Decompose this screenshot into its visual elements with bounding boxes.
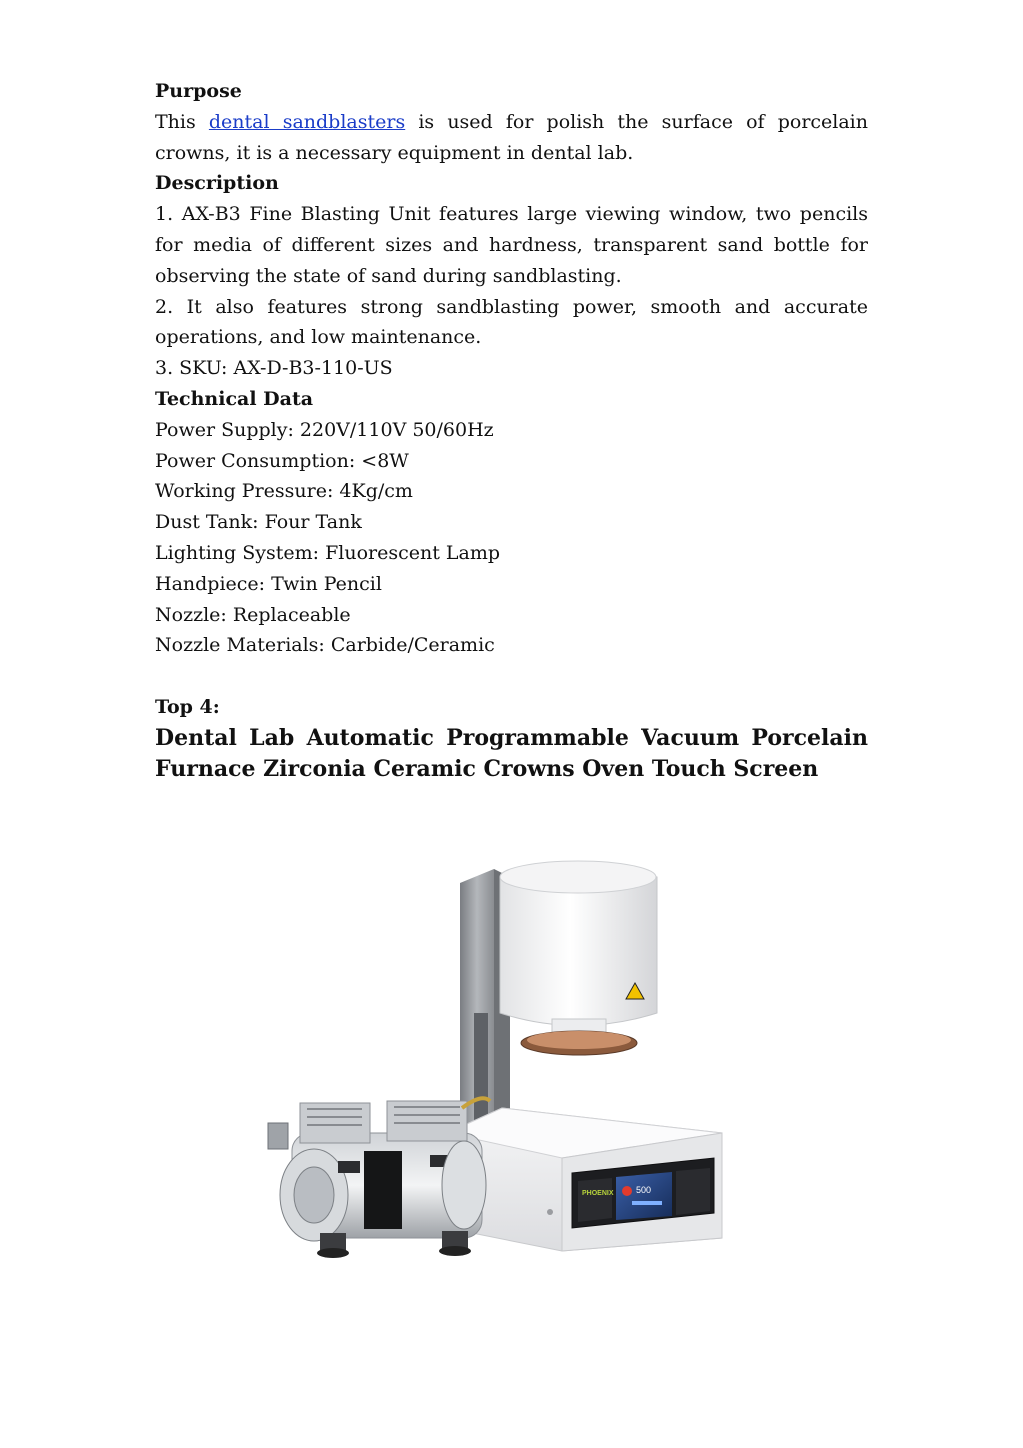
spacer (155, 661, 868, 692)
spec-row: Nozzle Materials: Carbide/Ceramic (155, 634, 495, 657)
product-title: Dental Lab Automatic Programmable Vacuum Porcelain Furnace Zirconia Ceramic Crowns Oven Touch Screen (155, 724, 868, 782)
spec-row: Handpiece: Twin Pencil (155, 572, 382, 595)
description-item-1: 1. AX-B3 Fine Blasting Unit features large viewing window, two pencils for media of different sizes and hardness, transparent sand bottle for observing the state of sand during sandblasting. (155, 203, 868, 287)
purpose-paragraph (155, 107, 868, 169)
top-rank-label: Top 4: (155, 695, 220, 718)
description-item-2: 2. It also features strong sandblasting power, smooth and accurate operations, and low maintenance. (155, 295, 868, 349)
purpose-heading: Purpose (155, 80, 242, 102)
spec-row: Power Supply: 220V/110V 50/60Hz (155, 418, 494, 441)
description-heading: Description (155, 172, 279, 195)
vacuum-pump (268, 1098, 490, 1258)
furnace-product-image (252, 833, 776, 1338)
spec-row: Lighting System: Fluorescent Lamp (155, 541, 501, 564)
description-item-3: 3. SKU: AX-D-B3-110-US (155, 357, 393, 380)
spec-row: Power Consumption: <8W (155, 449, 409, 472)
spec-row: Working Pressure: 4Kg/cm (155, 480, 413, 503)
screen-brand: PHOENIX (582, 1190, 614, 1197)
spec-row: Dust Tank: Four Tank (155, 511, 362, 534)
dental-sandblasters-link[interactable]: dental sandblasters (208, 110, 406, 133)
furnace-hood (500, 861, 657, 1055)
furnace-base (447, 1108, 722, 1251)
spec-row: Nozzle: Replaceable (155, 603, 351, 626)
document-body (155, 76, 868, 785)
purpose-text-end: is used for polish the surface of porcelain crowns, it is a necessary equipment in dental lab. (155, 110, 868, 164)
purpose-text-start: This (155, 110, 196, 133)
technical-data-heading: Technical Data (155, 387, 314, 410)
screen-readout: 500 (636, 1185, 652, 1195)
